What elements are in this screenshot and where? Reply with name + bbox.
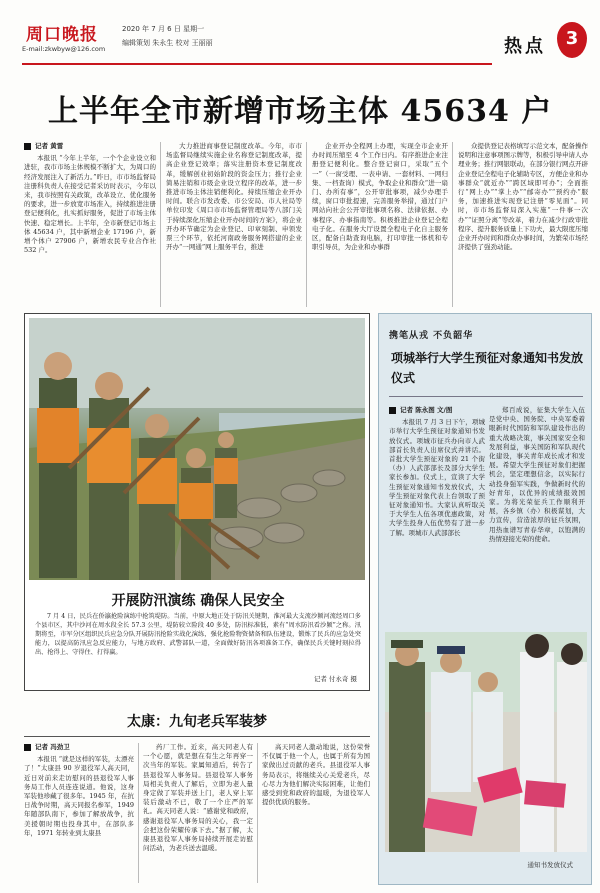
lead-story-text-4: 众提供登记表格填写示范文本，配备操作说明和注意事项图示牌等，积极引导申请人办理业务；推行网银联动，在部分银行网点开辟企业登记全程电子化辅助专区，方便企业和办事群众“就近办”“跨区域即可办”；全面推行“网上办”“掌上办”“邮寄办”“预约办”服务，加速推进实现登记注册“零见面”。同时，市市场监督局深入实施“一件事一次办”“证照分离”等改革，着力在减少行政审批程序、提升服务质量上下功夫，最大限度压缩企业开办时间和群众办事时间，为繁荣市场经济提供了强劲动能。 [458,142,588,252]
lead-story-text-2: 大力推进商事登记制度改革。今年，市市场监督局继续实施企业名称登记制度改革，提高企业登记效率；落实注册资本登记制度改革，缓解创业初始阶段的资金压力；推行企业简易注销和市级企业设立程序的改革，进一步推进市场主体注销便利化。持续压缩企业开办时间。联合市发改委、市公安局、市人社局等单位印发《周口市市场监督管理局等八部门关于持续深化压缩企业开办时间的方案》，将企业开办环节确定为企业登记、印章刻制、申领发票三个环节，依托河南政务服务网搭建的企业开办“一网通”网上服务平台，推进 [166,142,302,252]
column-divider [452,142,453,307]
flood-drill-illustration [29,318,365,580]
story2-byline [24,743,134,752]
newspaper-logo: 周口晚报 [26,25,98,45]
feature-text-2: 郑百成说，征集大学生入伍是党中央、国务院、中央军委着眼新时代国防和军队建设作出的重大战略决策，事关国家安全和发展利益，事关国防和军队现代化建设，事关青年成长成才和发展。希望大学生预征对象们把握机会，坚定理想信念，以实际行动投身强军实践，争做新时代的好青年，以优异的成绩报效国家。为将光荣征兵工作顺利开展，各乡镇（办）积极谋划，大力宣传，营造浓厚的征兵氛围，用热血谱写青春华章，以饱满的热情迎接光荣的使命。 [489,406,585,543]
column-divider [138,743,139,883]
photo-story-title: 开展防汛演练 确保人民安全 [111,593,285,609]
flood-drill-photo [29,318,365,580]
byline-square-icon [24,744,31,751]
header-rule [22,63,492,65]
newspaper-page [8,8,592,885]
lead-story-column-3 [312,142,448,307]
feature-kicker: 携笔从戎 不负韶华 [389,331,474,341]
photo-credit: 记者 付永奇 摄 [313,675,357,683]
story2-text-1: 本报讯 “就是这样的军装，太漂亮了！”太康县 90 岁退役军人高天同，近日对前来走访慰问的县退役军人事务局工作人员连连说道。他说，这身军装他珍藏了很多年。1945 年，在抗日战争时期，高天同报名参军，1949 年随部队南下，参加了解放战争，抗美援朝时期也投身其中，在部队多年，1971 年转业到太康县 [24,755,134,837]
column-divider [306,142,307,307]
lead-story-column-2 [166,142,302,307]
story2-rule [24,736,370,737]
story2-title: 太康：九旬老兵军装梦 [127,714,267,730]
editorial-staff: 编辑策划 朱永生 校对 王丽丽 [122,39,213,47]
ceremony-illustration [385,632,587,852]
story2-column-1 [24,743,134,883]
lead-story-byline [24,142,156,151]
ceremony-photo [385,632,587,852]
lead-story-text-1: 本报讯 “今年上半年，一个个企业设立和进驻，我市市场主体规模不断扩大，为周口的经济发展注入了新活力。”昨日，市市场监督局注册科负责人在接受记者采访时表示，今年以来，我市按照有关政策，改革设立、优化服务的要求，进一步放宽市场准入，持续推进注册登记便利化，扎实抓好服务，促进了市场主体快速、稳定增长。上半年，全市新登记市场主体 45634 户，其中新增企业 17196 户，新增个体户 27906 户，新增农民专业合作社 532 户。 [24,154,156,255]
story2-column-3 [262,743,370,883]
page-number: 3 [565,28,579,49]
feature-column-2 [489,406,585,626]
story2-text-3: 高天同老人激动地说，这份荣誉不仅属于他一个人，也属于所有为国家做出过贡献的老兵。县退役军人事务局表示，将继续关心关爱老兵，尽心尽力为他们解决实际困难，让他们感受到党和政府的温暖，为退役军人提供优质的服务。 [262,743,370,807]
story2-text-2: 药厂工作。近来，高天同老人有一个心愿，就是想在有生之年再穿一次当年的军装。家属知道后，转告了县退役军人事务局。县退役军人事务局相关负责人了解后，立即为老人量身定做了军装并送上门，老人穿上军装后激动不已，敬了一个庄严的军礼。高天同老人说：“感谢党和政府，感谢退役军人事务局的关心，我一定会把这份荣耀传承下去。”据了解，太康县退役军人事务局持续开展走访慰问活动，为老兵送去温暖。 [143,743,253,853]
headline-box [22,76,582,136]
masthead [8,8,592,70]
feature-box [378,313,592,885]
feature-rule [389,396,583,397]
feature-text-1: 本报讯 7 月 3 日下午，项城市举行大学生预征对象通知书发放仪式。项城市征兵办向市人武部首长负责人出席仪式并讲话。首批大学生预征对象的 21 个街（办）人武部部长及部分大学生家长参加。仪式上，宣读了大学生预征对象通知书发放仪式，大学生预征对象代表上台领取了预征对象通知书。大家认真听取关于大学生人伍各项优惠政策，对大学生投身人伍优势有了进一步了解。项城市人武部部长 [389,418,485,537]
email-address: E-mail:zkwbyw@126.com [22,45,106,53]
byline-text: 记者 陈永图 文/图 [400,406,453,414]
lead-story-column-1 [24,142,156,307]
issue-date: 2020 年 7 月 6 日 星期一 [122,25,205,33]
byline-text: 记者 黄雷 [35,142,64,150]
page-headline: 上半年全市新增市场主体 45634 户 [48,94,553,129]
byline-square-icon [389,407,396,414]
byline-text: 记者 冯劲卫 [35,743,70,751]
photo-story [24,313,370,691]
column-divider [257,743,258,883]
feature-byline [389,406,485,415]
lead-story-text-3: 企业开办全程网上办理，实现全市企业开办时间压缩至 4 个工作日内。有序推进企业注册登记便利化。整合登记窗口，采取“五个一”（一窗受理、一表申请、一套材料、一网归集、一档查询）模式，争取企业和群众“进一扇门、办所有事”，公开审批事项，减少办理手续，窗口审批提速，完善服务举措，通过门户网站向社会公开审批事项名称、法律依据、办事程序、办事指南等。积极推进企业登记全程电子化。在服务大厅设置全程电子化自主服务区，配备自助查询电脑，打印审批一体机和专职引导员，为企业和办事群 [312,142,448,252]
byline-square-icon [24,143,31,150]
section-label: 热点 [504,36,546,57]
feature-title: 项城举行大学生预征对象通知书发放仪式 [391,351,584,385]
ceremony-photo-caption: 通知书发放仪式 [527,861,573,869]
lead-story-column-4 [458,142,588,307]
column-divider [160,142,161,307]
photo-story-caption: 7 月 4 日，民兵在侨瀛抢险演练中抢筑堤防。当前，中原大地正处于防汛关键期，淮河最大支流沙颍河流经周口多个县市区，其中沙河在周水段全长 57.3 公里，堤防较立险段 40 多处，防汛标准低，素有“周水防汛看沙颍”之称。汛期将至，市军分区组织民兵应急分队开展防汛抢险实战化演练，强化抢险物资储备和队伍建设，锻炼了民兵的应急处突能力，以提高防汛应急反应能力，与地方政府、武警部队一道，全面做好防汛各项准备工作，确保民兵关键时刻拉得出、抢得上、守得住、打得赢。 [35,613,361,656]
story2-column-2 [143,743,253,883]
page-number-badge [557,22,587,58]
feature-column-1 [389,406,485,626]
